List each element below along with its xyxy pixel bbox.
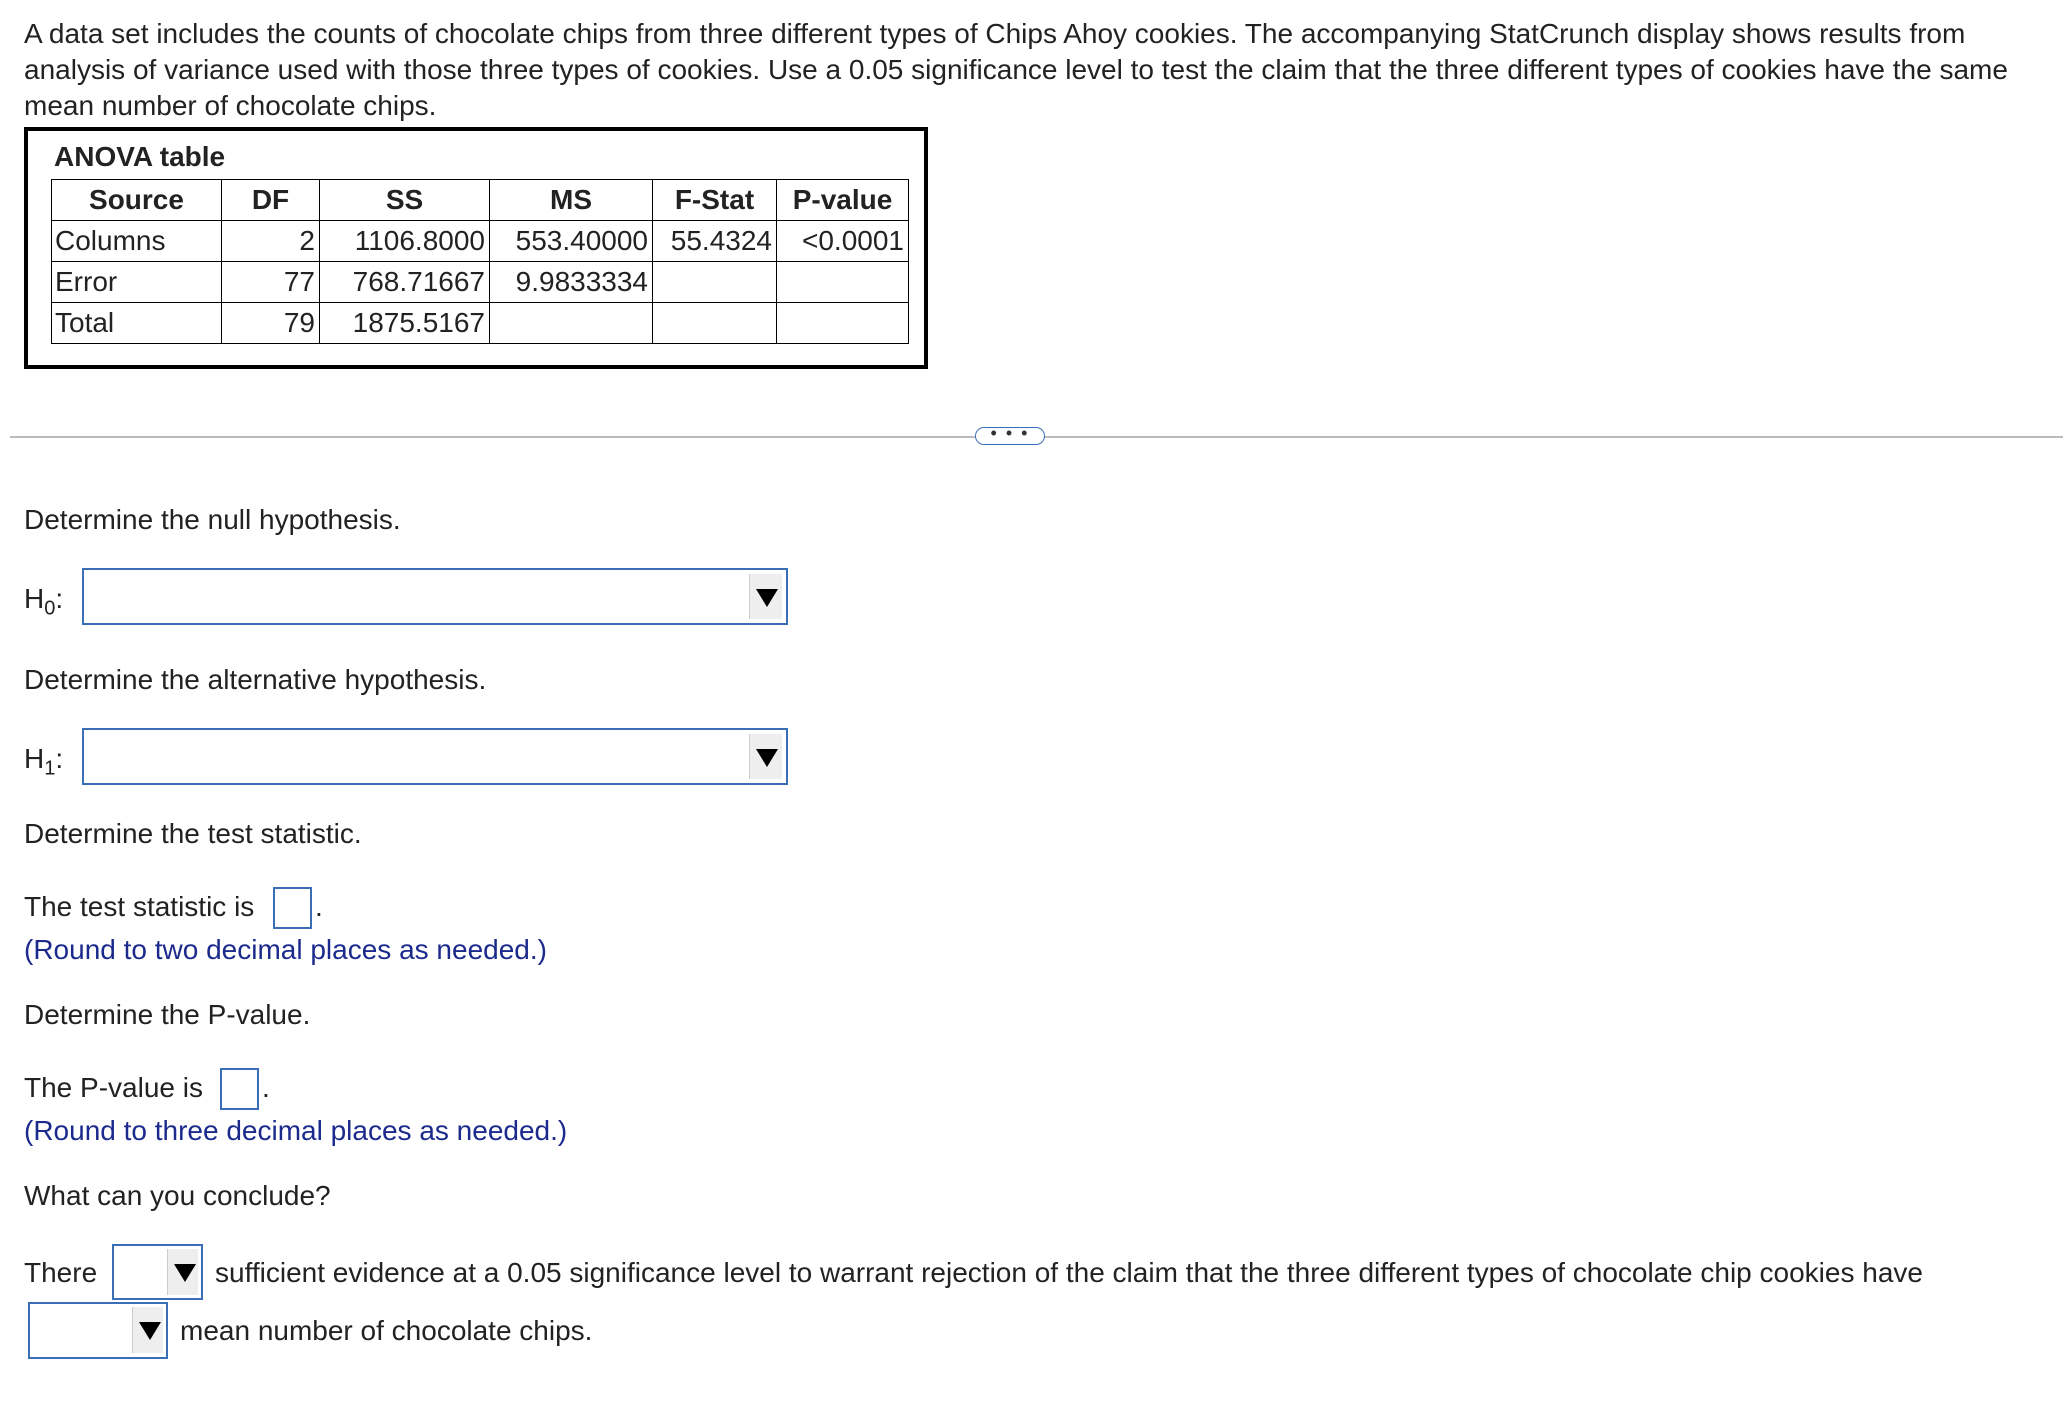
conclusion-end-text: mean number of chocolate chips. (180, 1315, 593, 1346)
anova-table (51, 179, 909, 344)
anova-table-box (24, 127, 928, 369)
anova-table-title: ANOVA table (54, 141, 226, 172)
h1-label-main: H (24, 743, 45, 774)
cell-source: Total (52, 303, 222, 344)
header-fstat: F-Stat (653, 180, 777, 221)
cell-df: 79 (222, 303, 320, 344)
header-source: Source (52, 180, 222, 221)
test-statistic-period: . (315, 891, 323, 922)
p-value-lead: The P-value is (24, 1072, 203, 1103)
header-df: DF (222, 180, 320, 221)
h1-label-sub: 1 (44, 757, 56, 780)
p-value-hint: (Round to three decimal places as needed.) (24, 1115, 568, 1146)
dropdown-arrow-box[interactable] (167, 1249, 198, 1295)
p-value-prompt: Determine the P-value. (24, 999, 311, 1030)
test-statistic-lead: The test statistic is (24, 891, 255, 922)
p-value-period: . (262, 1072, 270, 1103)
h1-label (24, 741, 63, 787)
cell-ss: 1875.5167 (320, 303, 490, 344)
cell-fstat (653, 303, 777, 344)
evidence-dropdown[interactable] (112, 1244, 203, 1300)
h1-label-colon: : (55, 743, 64, 774)
alt-hypothesis-dropdown[interactable] (82, 728, 788, 785)
null-hypothesis-prompt: Determine the null hypothesis. (24, 504, 401, 535)
header-pvalue: P-value (777, 180, 909, 221)
cell-fstat: 55.4324 (653, 221, 777, 262)
cell-ms (490, 303, 653, 344)
cell-ss: 1106.8000 (320, 221, 490, 262)
conclusion-prompt: What can you conclude? (24, 1180, 331, 1211)
cell-pvalue: <0.0001 (777, 221, 909, 262)
chevron-down-icon (139, 1322, 161, 1340)
cell-source: Error (52, 262, 222, 303)
test-statistic-hint: (Round to two decimal places as needed.) (24, 934, 547, 965)
dropdown-arrow-box[interactable] (749, 574, 782, 619)
cell-source: Columns (52, 221, 222, 262)
conclusion-middle-text: sufficient evidence at a 0.05 significance level to warrant rejection of the claim that the three different types of chocolate chip cookies have (215, 1257, 1923, 1288)
dropdown-arrow-box[interactable] (132, 1307, 163, 1353)
dropdown-arrow-box[interactable] (749, 734, 782, 779)
chevron-down-icon (756, 589, 778, 607)
cell-ms: 9.9833334 (490, 262, 653, 303)
more-options-button[interactable]: • • • (975, 427, 1045, 445)
cell-pvalue (777, 303, 909, 344)
alt-hypothesis-prompt: Determine the alternative hypothesis. (24, 664, 487, 695)
chevron-down-icon (174, 1264, 196, 1282)
anova-header-row (52, 180, 909, 221)
cell-df: 2 (222, 221, 320, 262)
header-ss: SS (320, 180, 490, 221)
h0-label (24, 581, 63, 627)
mean-comparison-dropdown[interactable] (28, 1302, 168, 1359)
table-row (52, 303, 909, 344)
h0-label-colon: : (55, 583, 64, 614)
chevron-down-icon (756, 749, 778, 767)
cell-ss: 768.71667 (320, 262, 490, 303)
test-statistic-input[interactable] (273, 887, 312, 929)
null-hypothesis-dropdown[interactable] (82, 568, 788, 625)
cell-fstat (653, 262, 777, 303)
cell-ms: 553.40000 (490, 221, 653, 262)
h0-label-main: H (24, 583, 45, 614)
header-ms: MS (490, 180, 653, 221)
cell-df: 77 (222, 262, 320, 303)
test-statistic-prompt: Determine the test statistic. (24, 818, 362, 849)
p-value-input[interactable] (220, 1068, 259, 1110)
cell-pvalue (777, 262, 909, 303)
table-row (52, 262, 909, 303)
conclusion-lead: There (24, 1257, 98, 1288)
question-text: A data set includes the counts of chocolate chips from three different types of Chips Ahoy cookies. The accompanying StatCrunch display shows results from analysis of variance used with those three types of cookies. Use a 0.05 significance level to test the claim that the three different types of cookies have the same mean number of chocolate chips. (24, 18, 2008, 121)
table-row (52, 221, 909, 262)
h0-label-sub: 0 (44, 597, 56, 620)
